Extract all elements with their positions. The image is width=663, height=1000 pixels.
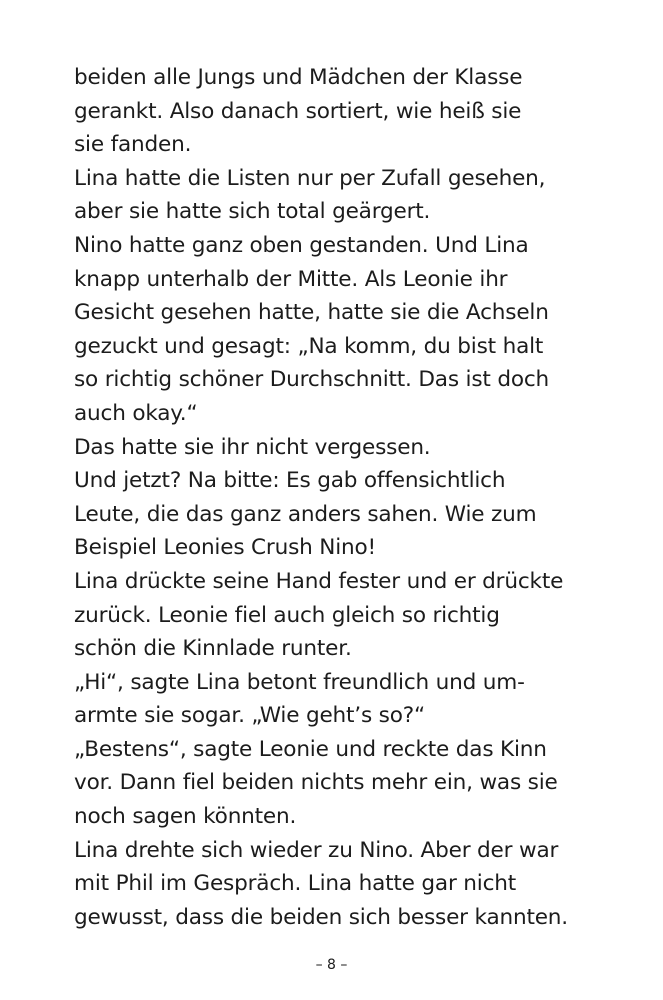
body-text: [74, 61, 644, 934]
text-line: knapp unterhalb der Mitte. Als Leonie ihr: [74, 266, 508, 292]
text-line: Gesicht gesehen hatte, hatte sie die Achseln: [74, 300, 549, 326]
text-line: gewusst, dass die beiden sich besser kannten.: [74, 904, 568, 930]
text-line: armte sie sogar. „Wie geht’s so?“: [74, 703, 425, 729]
text-line: Und jetzt? Na bitte: Es gab offensichtlich: [74, 468, 506, 494]
text-line: Lina hatte die Listen nur per Zufall gesehen,: [74, 165, 546, 191]
text-line: Leute, die das ganz anders sahen. Wie zum: [74, 501, 537, 527]
text-line: mit Phil im Gespräch. Lina hatte gar nicht: [74, 871, 517, 897]
text-line: gezuckt und gesagt: „Na komm, du bist halt: [74, 333, 544, 359]
text-line: Beispiel Leonies Crush Nino!: [74, 535, 376, 561]
text-line: vor. Dann fiel beiden nichts mehr ein, was sie: [74, 770, 558, 796]
page-number: – 8 –: [315, 957, 348, 973]
text-line: „Hi“, sagte Lina betont freundlich und um-: [74, 669, 525, 695]
text-line: Nino hatte ganz oben gestanden. Und Lina: [74, 232, 529, 258]
text-line: aber sie hatte sich total geärgert.: [74, 199, 431, 225]
text-line: gerankt. Also danach sortiert, wie heiß sie: [74, 98, 522, 124]
text-line: Das hatte sie ihr nicht vergessen.: [74, 434, 431, 460]
text-line: so richtig schöner Durchschnitt. Das ist doch: [74, 367, 549, 393]
text-line: sie fanden.: [74, 132, 192, 158]
text-line: „Bestens“, sagte Leonie und reckte das Kinn: [74, 736, 547, 762]
text-line: beiden alle Jungs und Mädchen der Klasse: [74, 65, 523, 90]
text-line: schön die Kinnlade runter.: [74, 636, 352, 662]
text-line: auch okay.“: [74, 400, 198, 426]
text-line: Lina drückte seine Hand fester und er drückte: [74, 568, 564, 594]
text-line: zurück. Leonie fiel auch gleich so richtig: [74, 602, 500, 628]
text-line: Lina drehte sich wieder zu Nino. Aber der war: [74, 837, 559, 863]
text-line: noch sagen könnten.: [74, 804, 297, 830]
